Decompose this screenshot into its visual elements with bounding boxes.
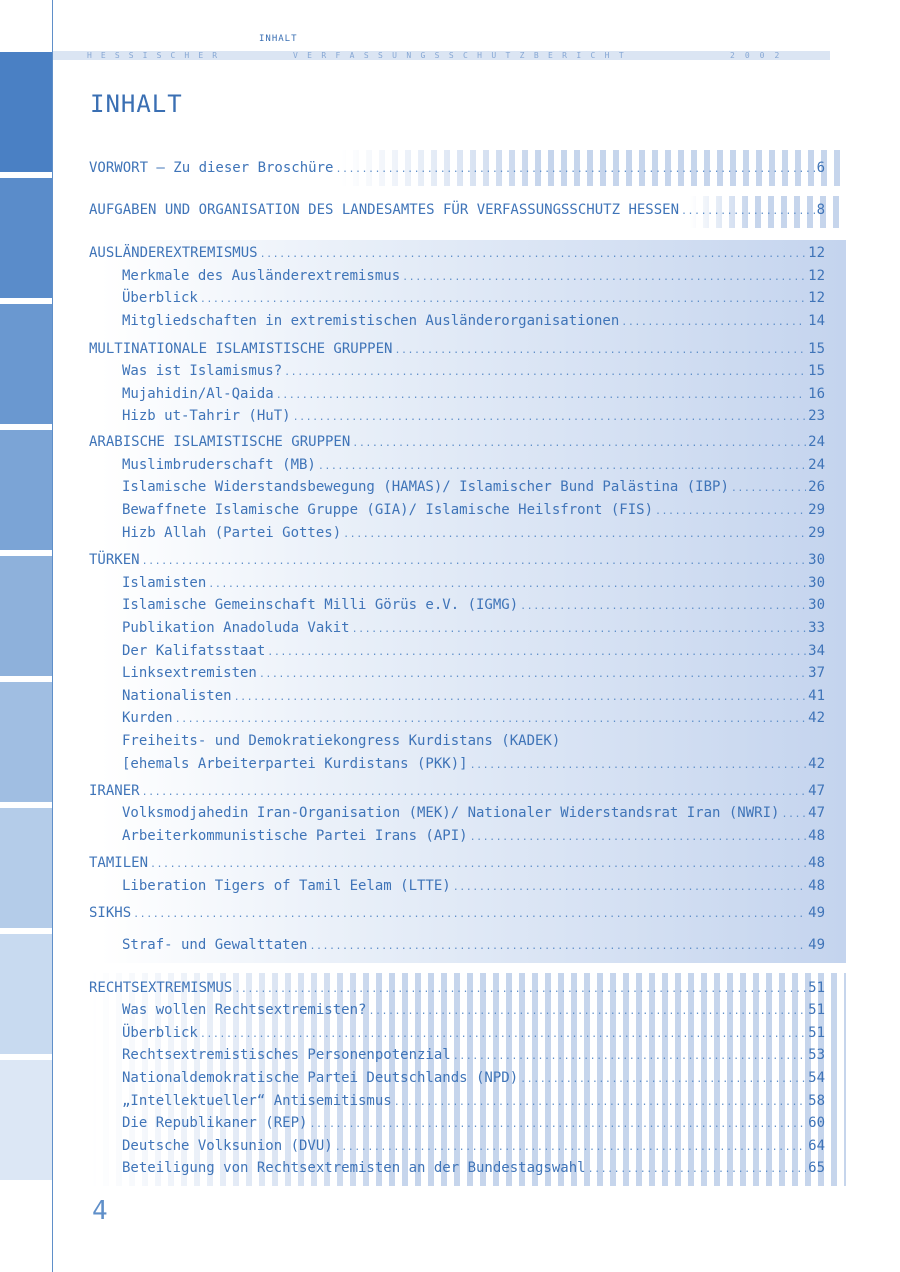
toc-page-number: 42 — [808, 756, 825, 772]
toc-page-number: 8 — [816, 202, 825, 218]
toc-subentry[interactable] — [122, 1113, 825, 1133]
toc-entry-title: Der Kalifatsstaat — [122, 643, 266, 659]
toc-page-number: 41 — [808, 688, 825, 704]
toc-entry-title: Was ist Islamismus? — [122, 363, 283, 379]
toc-dot-leader — [234, 980, 806, 1000]
toc-dot-leader — [621, 313, 806, 333]
toc-entry-title: Straf- und Gewalttaten — [122, 937, 308, 953]
toc-dot-leader — [453, 878, 806, 898]
toc-dot-leader — [142, 783, 807, 803]
toc-subentry[interactable] — [122, 826, 825, 846]
toc-subentry[interactable] — [122, 266, 825, 286]
toc-dot-leader — [142, 552, 807, 572]
toc-dot-leader — [234, 688, 807, 708]
toc-subentry[interactable] — [122, 641, 825, 661]
toc-subentry[interactable] — [122, 686, 825, 706]
toc-entry-title: VORWORT – Zu dieser Broschüre — [89, 160, 334, 176]
toc-entry-title: Beteiligung von Rechtsextremisten an der Bundestagswahl — [122, 1160, 586, 1176]
toc-subentry[interactable] — [122, 1023, 825, 1043]
toc-page-number: 33 — [808, 620, 825, 636]
toc-dot-leader — [133, 905, 806, 925]
page-title: INHALT — [90, 90, 183, 118]
toc-entry-title: Volksmodjahedin Iran-Organisation (MEK)/ Nationaler Widerstandsrat Iran (NWRI) — [122, 805, 780, 821]
toc-dot-leader — [200, 1025, 806, 1045]
toc-entry-title: „Intellektueller“ Antisemitismus — [122, 1093, 392, 1109]
toc-subentry[interactable] — [122, 523, 825, 543]
header-bar-report: VERFASSUNGSSCHUTZBERICHT — [293, 51, 633, 60]
toc-subentry[interactable] — [122, 1000, 825, 1020]
toc-dot-leader — [309, 937, 806, 957]
toc-entry-title: Überblick — [122, 1025, 198, 1041]
toc-entry-title: Deutsche Volksunion (DVU) — [122, 1138, 333, 1154]
toc-page-number: 15 — [808, 363, 825, 379]
toc-subentry[interactable] — [122, 731, 825, 751]
toc-page-number: 16 — [808, 386, 825, 402]
toc-page-number: 51 — [808, 1025, 825, 1041]
toc-page-number: 30 — [808, 575, 825, 591]
toc-dot-leader — [655, 502, 806, 522]
toc-page-number: 58 — [808, 1093, 825, 1109]
toc-page-number: 47 — [808, 805, 825, 821]
toc-entry[interactable] — [89, 903, 825, 923]
toc-entry-title: IRANER — [89, 783, 140, 799]
toc-subentry[interactable] — [122, 288, 825, 308]
toc-page-number: 14 — [808, 313, 825, 329]
toc-page-number: 47 — [808, 783, 825, 799]
toc-page-number: 12 — [808, 268, 825, 284]
side-color-block — [0, 934, 52, 1054]
toc-subentry[interactable] — [122, 573, 825, 593]
toc-entry-title: Mitgliedschaften in extremistischen Ausländerorganisationen — [122, 313, 620, 329]
toc-dot-leader — [731, 479, 806, 499]
toc-entry[interactable] — [89, 200, 825, 220]
toc-entry-title: Arbeiterkommunistische Partei Irans (API) — [122, 828, 468, 844]
page-number: 4 — [92, 1196, 108, 1226]
toc-dot-leader — [309, 1115, 806, 1135]
toc-entry-title: Was wollen Rechtsextremisten? — [122, 1002, 367, 1018]
toc-subentry[interactable] — [122, 361, 825, 381]
side-color-block — [0, 304, 52, 424]
toc-entry-title: Hizb Allah (Partei Gottes) — [122, 525, 342, 541]
toc-page-number: 6 — [816, 160, 825, 176]
toc-dot-leader — [470, 756, 807, 776]
toc-page-number: 51 — [808, 980, 825, 996]
toc-entry[interactable] — [89, 978, 825, 998]
toc-dot-leader — [470, 828, 807, 848]
toc-subentry[interactable] — [122, 876, 825, 896]
toc-entry-title: Die Republikaner (REP) — [122, 1115, 308, 1131]
toc-entry-title: Liberation Tigers of Tamil Eelam (LTTE) — [122, 878, 451, 894]
toc-subentry[interactable] — [122, 1091, 825, 1111]
toc-page-number: 48 — [808, 878, 825, 894]
toc-subentry[interactable] — [122, 1068, 825, 1088]
toc-subentry[interactable] — [122, 663, 825, 683]
toc-dot-leader — [318, 457, 806, 477]
toc-entry-title: Rechtsextremistisches Personenpotenzial — [122, 1047, 451, 1063]
side-color-band — [0, 0, 52, 1272]
toc-entry-title: Mujahidin/Al-Qaida — [122, 386, 274, 402]
toc-page-number: 24 — [808, 434, 825, 450]
toc-entry[interactable] — [89, 781, 825, 801]
toc-dot-leader — [520, 1070, 806, 1090]
toc-page-number: 42 — [808, 710, 825, 726]
toc-dot-leader — [175, 710, 807, 730]
toc-entry-title: TAMILEN — [89, 855, 149, 871]
toc-dot-leader — [352, 620, 807, 640]
toc-subentry[interactable] — [122, 477, 825, 497]
toc-page-number: 54 — [808, 1070, 825, 1086]
toc-entry-title: Islamische Widerstandsbewegung (HAMAS)/ Islamischer Bund Palästina (IBP) — [122, 479, 729, 495]
toc-dot-leader — [260, 245, 807, 265]
side-color-block — [0, 682, 52, 802]
toc-page-number: 53 — [808, 1047, 825, 1063]
header-bar — [53, 51, 830, 60]
toc-subentry[interactable] — [122, 618, 825, 638]
toc-entry[interactable] — [89, 243, 825, 263]
toc-page-number: 12 — [808, 245, 825, 261]
toc-dot-leader — [150, 855, 806, 875]
toc-dot-leader — [208, 575, 806, 595]
toc-entry-title: Publikation Anadoluda Vakit — [122, 620, 350, 636]
toc-page-number: 60 — [808, 1115, 825, 1131]
toc-entry[interactable] — [89, 853, 825, 873]
toc-page-number: 65 — [808, 1160, 825, 1176]
side-color-block — [0, 430, 52, 550]
side-color-block — [0, 1060, 52, 1180]
header-bar-publisher: HESSISCHER — [87, 51, 227, 60]
toc-subentry[interactable] — [122, 455, 825, 475]
toc-page-number: 12 — [808, 290, 825, 306]
side-color-block — [0, 808, 52, 928]
toc-dot-leader — [402, 268, 806, 288]
toc-page-number: 29 — [808, 502, 825, 518]
side-color-block — [0, 178, 52, 298]
toc-subentry[interactable] — [122, 708, 825, 728]
toc-page-number: 37 — [808, 665, 825, 681]
toc-entry-title: Überblick — [122, 290, 198, 306]
toc-dot-leader — [394, 341, 806, 361]
toc-page-number: 30 — [808, 552, 825, 568]
toc-entry-title: Islamisten — [122, 575, 207, 591]
toc-entry-title: Bewaffnete Islamische Gruppe (GIA)/ Islamische Heilsfront (FIS) — [122, 502, 654, 518]
toc-entry[interactable] — [89, 339, 825, 359]
toc-page-number: 26 — [808, 479, 825, 495]
toc-page-number: 29 — [808, 525, 825, 541]
toc-dot-leader — [335, 160, 814, 180]
toc-page-number: 23 — [808, 408, 825, 424]
toc-page-number: 49 — [808, 905, 825, 921]
toc-page-number: 34 — [808, 643, 825, 659]
toc-dot-leader — [520, 597, 806, 617]
toc-dot-leader — [368, 1002, 806, 1022]
toc-dot-leader — [453, 1047, 806, 1067]
toc-entry-title: Freiheits- und Demokratiekongress Kurdistans (KADEK) — [122, 733, 561, 749]
toc-entry-title: AUSLÄNDEREXTREMISMUS — [89, 245, 258, 261]
toc-dot-leader — [781, 805, 806, 825]
toc-entry-title: RECHTSEXTREMISMUS — [89, 980, 233, 996]
toc-subentry[interactable] — [122, 1045, 825, 1065]
toc-entry-title: MULTINATIONALE ISLAMISTISCHE GRUPPEN — [89, 341, 393, 357]
side-color-block — [0, 52, 52, 172]
toc-page-number: 48 — [808, 828, 825, 844]
toc-entry-title: Nationalisten — [122, 688, 232, 704]
toc-entry-title: AUFGABEN UND ORGANISATION DES LANDESAMTES FÜR VERFASSUNGSSCHUTZ HESSEN — [89, 202, 680, 218]
toc-dot-leader — [352, 434, 806, 454]
toc-entry-title: ARABISCHE ISLAMISTISCHE GRUPPEN — [89, 434, 351, 450]
toc-dot-leader — [200, 290, 806, 310]
toc-subentry[interactable] — [122, 1158, 825, 1178]
toc-subentry[interactable] — [122, 406, 825, 426]
toc-entry-title: Islamische Gemeinschaft Milli Görüs e.V. (IGMG) — [122, 597, 519, 613]
toc-entry-title: Merkmale des Ausländerextremismus — [122, 268, 401, 284]
toc-dot-leader — [343, 525, 806, 545]
toc-page-number: 48 — [808, 855, 825, 871]
running-head: INHALT — [259, 34, 298, 44]
toc-dot-leader — [284, 363, 806, 383]
toc-entry-title: Linksextremisten — [122, 665, 257, 681]
toc-entry-title: Nationaldemokratische Partei Deutschlands (NPD) — [122, 1070, 519, 1086]
toc-dot-leader — [588, 1160, 807, 1180]
toc-entry[interactable] — [89, 432, 825, 452]
toc-page-number: 64 — [808, 1138, 825, 1154]
toc-entry-title: TÜRKEN — [89, 552, 140, 568]
toc-entry-title: Kurden — [122, 710, 173, 726]
toc-entry-title: Hizb ut-Tahrir (HuT) — [122, 408, 291, 424]
toc-subentry[interactable] — [122, 754, 825, 774]
toc-page-number: 15 — [808, 341, 825, 357]
toc-page-number: 30 — [808, 597, 825, 613]
toc-page-number: 51 — [808, 1002, 825, 1018]
toc-subentry[interactable] — [122, 803, 825, 823]
toc-subentry[interactable] — [122, 1136, 825, 1156]
toc-subentry[interactable] — [122, 311, 825, 331]
toc-entry[interactable] — [89, 158, 825, 178]
toc-subentry[interactable] — [122, 595, 825, 615]
toc-dot-leader — [293, 408, 807, 428]
toc-dot-leader — [267, 643, 806, 663]
toc-entry-title: [ehemals Arbeiterpartei Kurdistans (PKK)] — [122, 756, 468, 772]
toc-page-number: 49 — [808, 937, 825, 953]
header-bar-year: 2002 — [730, 51, 790, 60]
toc-subentry[interactable] — [122, 500, 825, 520]
toc-entry-title: SIKHS — [89, 905, 132, 921]
toc-entry-title: Muslimbruderschaft (MB) — [122, 457, 316, 473]
toc-subentry[interactable] — [122, 935, 825, 955]
toc-dot-leader — [259, 665, 806, 685]
side-color-block — [0, 556, 52, 676]
toc-entry[interactable] — [89, 550, 825, 570]
toc-subentry[interactable] — [122, 384, 825, 404]
toc-page-number: 24 — [808, 457, 825, 473]
toc-dot-leader — [394, 1093, 806, 1113]
toc-dot-leader — [681, 202, 815, 222]
toc-dot-leader — [276, 386, 806, 406]
toc-dot-leader — [335, 1138, 806, 1158]
